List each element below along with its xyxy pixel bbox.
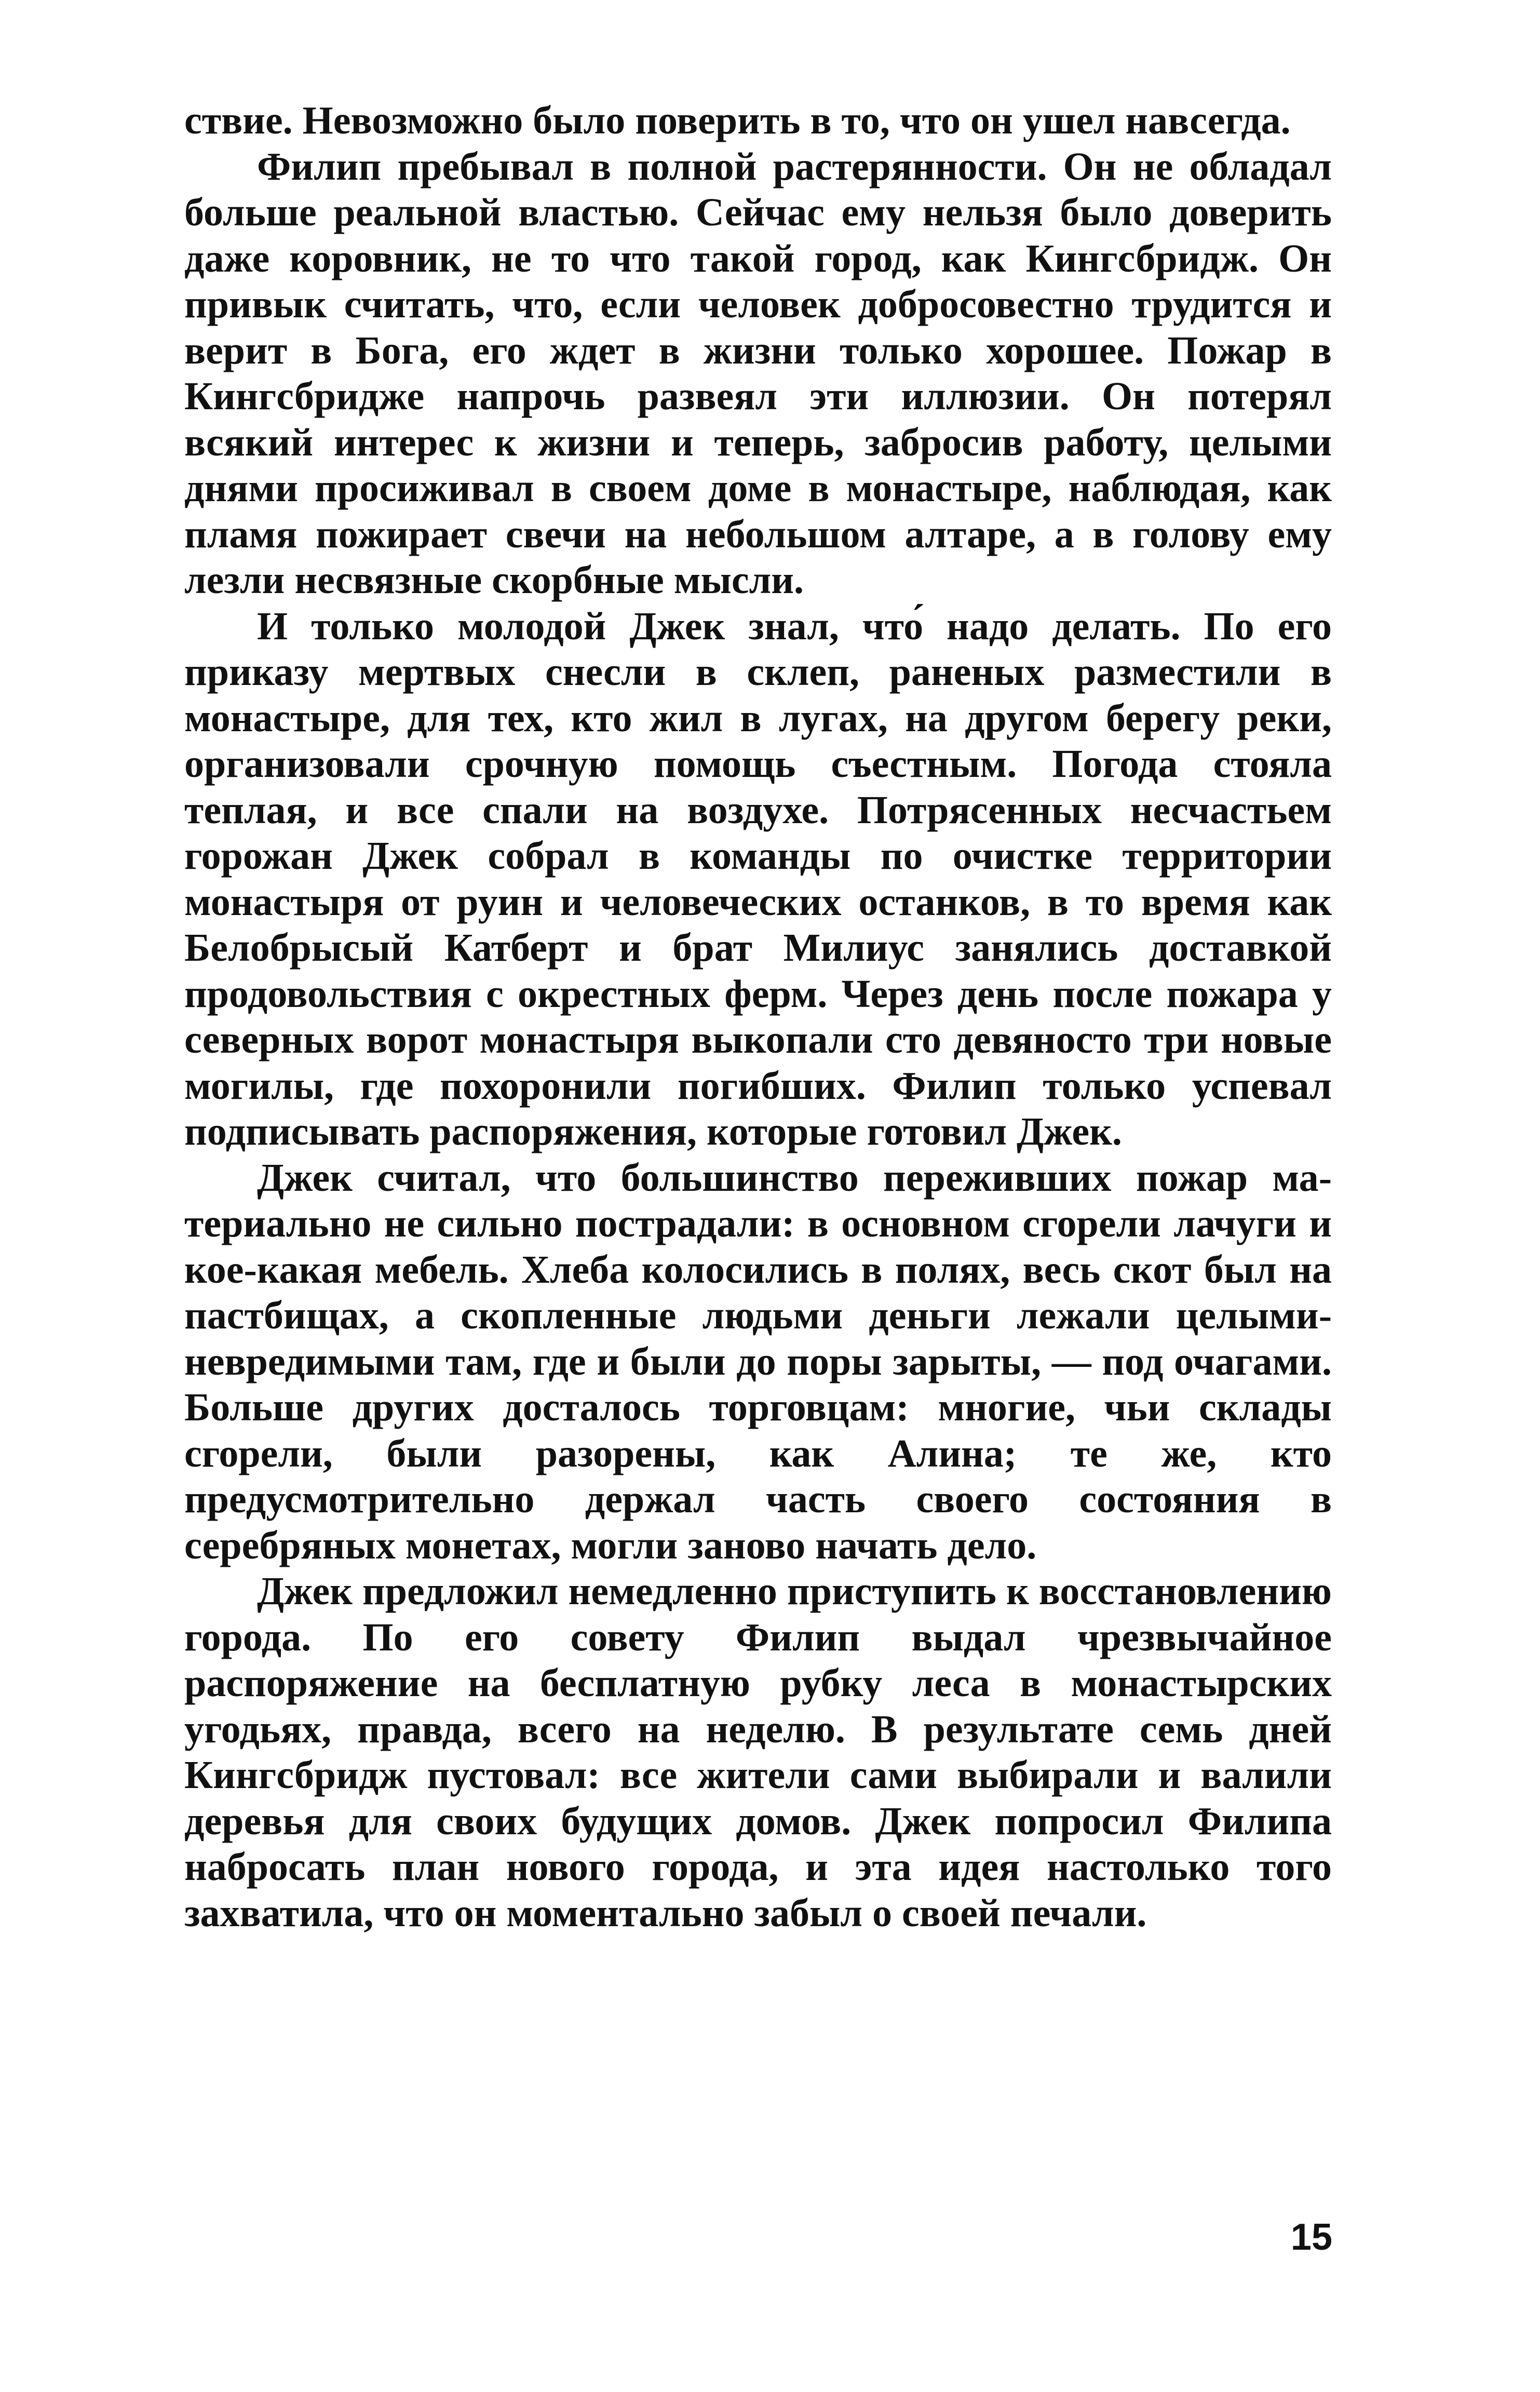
page-body xyxy=(184,98,1332,1936)
paragraph-5: Джек предложил немедленно приступить к восстановлению города. По его совету Филип выдал чрезвычайное распоряжение на бесплатную рубку леса в монастырских угодьях, правда, всего на неделю. В результате семь дней Кингсбридж пустовал: все жители сами выбирали и валили деревья для своих будущих домов. Джек попросил Филипа набросать план нового города, и эта идея настолько того захватила, что он моментально забыл о своей печали. xyxy=(184,1569,1332,1935)
paragraph-1: ствие. Невозможно было поверить в то, что он ушел навсегда. xyxy=(184,99,1291,142)
page-number: 15 xyxy=(1290,2216,1332,2258)
paragraph-2: Филип пребывал в полной растерянности. Он не обладал больше реальной властью. Сейчас ему нельзя было доверить даже коровник, не то что такой город, как Кингсбридж. Он привык считать, что, если человек добросовестно трудится и верит в Бога, его ждет в жизни только хорошее. Пожар в Кингсбридже напрочь развеял эти иллюзии. Он потерял всякий интерес к жизни и теперь, забросив работу, целыми днями просиживал в своем доме в монастыре, наблюдая, как пламя пожирает свечи на небольшом алтаре, а в голову ему лезли несвязные скорбные мысли. xyxy=(184,144,1332,602)
paragraph-3: И только молодой Джек знал, что́ надо делать. По его приказу мертвых снесли в склеп, раненых разместили в монастыре, для тех, кто жил в лугах, на другом берегу реки, организовали срочную помощь съестным. Погода стояла теплая, и все спали на воздухе. Потрясенных несчастьем горожан Джек собрал в команды по очистке территории монастыря от руин и человеческих останков, в то время как Белобрысый Катберт и брат Милиус занялись доставкой продовольствия с окрестных ферм. Через день после пожара у северных ворот монастыря выкопали сто девяносто три новые могилы, где похоронили погибших. Филип только успевал подписывать распоряжения, которые готовил Джек. xyxy=(184,604,1332,1153)
paragraph-4: Джек считал, что большинство переживших пожар материально не сильно пострадали: в основном сгорели лачуги и кое-какая мебель. Хлеба колосились в полях, весь скот был на пастбищах, а скопленные людьми деньги лежали целыми-невредимыми там, где и были до поры зарыты, — под очагами. Больше других досталось торговцам: многие, чьи склады сгорели, были разорены, как Алина; те же, кто предусмотрительно держал часть своего состояния в серебряных монетах, могли заново начать дело. xyxy=(184,1155,1332,1567)
